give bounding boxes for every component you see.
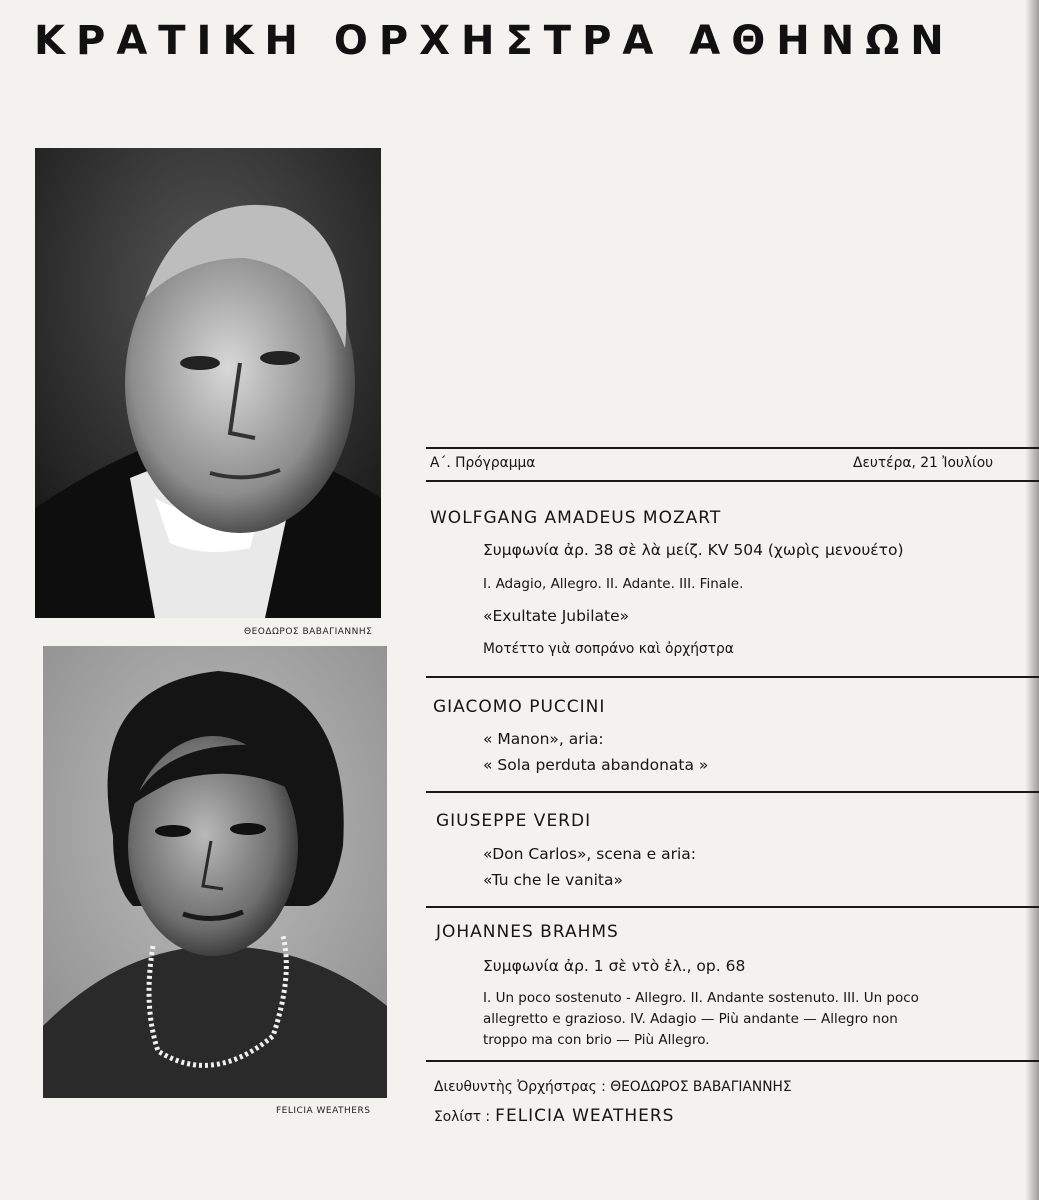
soloist-photo: [43, 646, 387, 1098]
soloist-label: Σολίστ :: [434, 1109, 491, 1125]
rule-after-verdi: [426, 906, 1039, 908]
conductor-caption: ΘΕΟΔΩΡΟΣ ΒΑΒΑΓΙΑΝΝΗΣ: [244, 627, 373, 637]
composer-brahms: JOHANNES BRAHMS: [436, 922, 619, 942]
soloist-credit: [434, 1106, 674, 1126]
mozart-line-4: Μοτέττο γιὰ σοπράνο καὶ ὀρχήστρα: [483, 641, 734, 657]
puccini-line-2: « Sola perduta abandonata »: [483, 756, 709, 774]
puccini-line-1: « Manon», aria:: [483, 730, 604, 748]
brahms-line-4: troppo ma con brio — Più Allegro.: [483, 1032, 710, 1048]
rule-after-puccini: [426, 791, 1039, 793]
composer-mozart: WOLFGANG AMADEUS MOZART: [430, 508, 722, 528]
portrait-conductor-icon: [35, 148, 381, 618]
program-label: Α΄. Πρόγραμμα: [430, 455, 536, 471]
mozart-line-2: I. Adagio, Allegro. II. Adante. III. Finale.: [483, 576, 744, 592]
rule-after-brahms: [426, 1060, 1039, 1062]
brahms-line-2: I. Un poco sostenuto - Allegro. II. Andante sostenuto. III. Un poco: [483, 990, 919, 1006]
rule-under-header: [426, 480, 1039, 482]
brahms-line-1: Συμφωνία ἀρ. 1 σὲ ντὸ ἐλ., op. 68: [483, 957, 746, 975]
conductor-name: ΘΕΟΔΩΡΟΣ ΒΑΒΑΓΙΑΝΝΗΣ: [610, 1079, 792, 1095]
rule-after-mozart: [426, 676, 1039, 678]
program-date: Δευτέρα, 21 Ἰουλίου: [853, 455, 994, 471]
brahms-line-3: allegretto e grazioso. IV. Adagio — Più andante — Allegro non: [483, 1011, 898, 1027]
mozart-line-3: «Exultate Jubilate»: [483, 607, 630, 625]
conductor-photo: [35, 148, 381, 618]
verdi-line-2: «Tu che le vanita»: [483, 871, 623, 889]
soloist-name: FELICIA WEATHERS: [495, 1106, 675, 1126]
mozart-line-1: Συμφωνία ἀρ. 38 σὲ λὰ μείζ. KV 504 (χωρὶς μενουέτο): [483, 541, 904, 559]
conductor-label: Διευθυντὴς Ὀρχήστρας :: [434, 1079, 606, 1095]
verdi-line-1: «Don Carlos», scena e aria:: [483, 845, 697, 863]
page-title: ΚΡΑΤΙΚΗ ΟΡΧΗΣΤΡΑ ΑΘΗΝΩΝ: [34, 18, 955, 64]
composer-verdi: GIUSEPPE VERDI: [436, 811, 592, 831]
portrait-soloist-icon: [43, 646, 387, 1098]
conductor-credit: [434, 1079, 792, 1095]
composer-puccini: GIACOMO PUCCINI: [433, 697, 606, 717]
page-edge-shadow: [1025, 0, 1039, 1200]
rule-top: [426, 447, 1039, 449]
soloist-caption: FELICIA WEATHERS: [276, 1106, 371, 1116]
